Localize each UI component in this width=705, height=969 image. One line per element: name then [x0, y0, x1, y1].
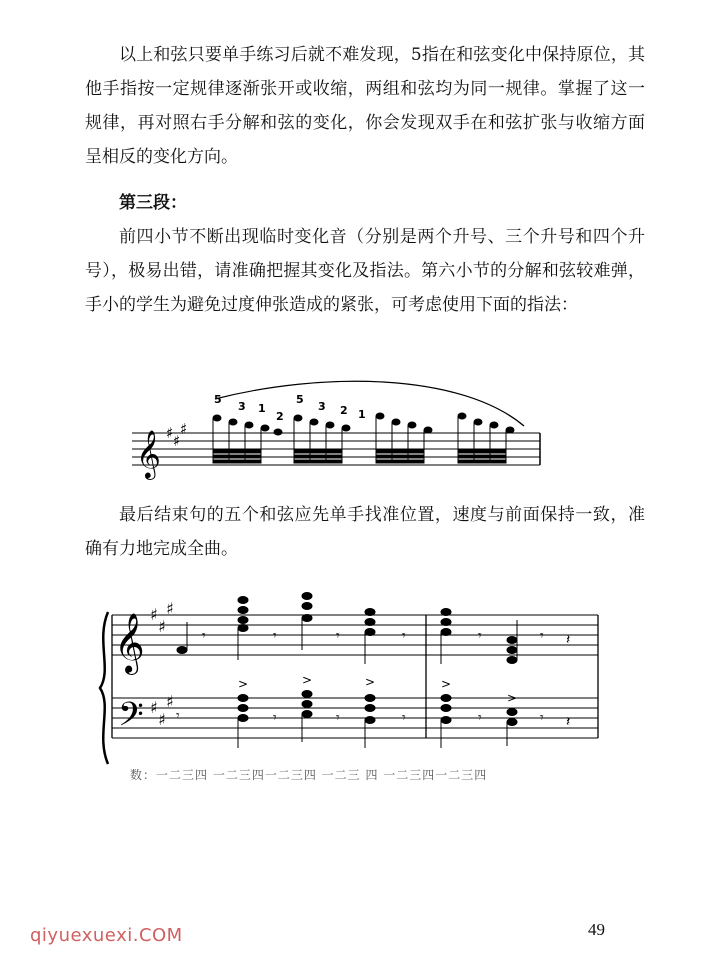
fingering-number: 5 — [296, 393, 304, 406]
svg-text:𝄽: 𝄽 — [566, 714, 571, 730]
bass-staff — [112, 698, 598, 738]
watermark-logo: qiyuexuexi.COM — [30, 925, 183, 946]
svg-text:>: > — [365, 675, 376, 689]
svg-text:𝄾: 𝄾 — [402, 710, 406, 726]
svg-text:>: > — [441, 677, 452, 691]
svg-text:♯: ♯ — [180, 420, 188, 438]
fingering-number: 5 — [214, 393, 222, 406]
svg-text:𝄾: 𝄾 — [540, 710, 544, 726]
key-signatures — [150, 599, 174, 729]
fingering-number: 3 — [318, 400, 326, 413]
svg-text:𝄾: 𝄾 — [402, 628, 406, 644]
svg-text:𝄾: 𝄾 — [478, 710, 482, 726]
svg-text:𝄽: 𝄽 — [566, 632, 571, 648]
svg-text:♯: ♯ — [173, 432, 181, 450]
svg-text:♯: ♯ — [150, 605, 158, 624]
count-line: 数：一二三四 一二三四一二三四 一二三 四 一二三四一二三四 — [130, 768, 488, 782]
bass-clef-icon: 𝄢 — [118, 696, 144, 742]
paragraph-intro: 以上和弦只要单手练习后就不难发现，5指在和弦变化中保持原位，其他手指按一定规律逐渐张开或收缩，两组和弦均为同一规律。掌握了这一规律，再对照右手分解和弦的变化，你会发现双手在和弦扩张与收缩方面呈相反的变化方向。 — [85, 45, 645, 167]
fingering-number: 1 — [358, 408, 366, 421]
svg-text:𝄾: 𝄾 — [336, 628, 340, 644]
svg-text:>: > — [238, 677, 249, 691]
treble-clef-icon: 𝄞 — [114, 613, 145, 673]
svg-text:𝄾: 𝄾 — [202, 628, 206, 644]
fingering-number: 1 — [258, 402, 266, 415]
treble-chords — [177, 593, 517, 665]
svg-text:>: > — [507, 691, 518, 705]
svg-text:>: > — [302, 673, 313, 687]
svg-text:𝄾: 𝄾 — [336, 710, 340, 726]
paragraph-ending: 最后结束句的五个和弦应先单手找准位置，速度与前面保持一致，准确有力地完成全曲。 — [85, 505, 645, 559]
fingering-number: 2 — [276, 410, 284, 423]
svg-text:♯: ♯ — [166, 692, 174, 711]
svg-text:♯: ♯ — [150, 698, 158, 717]
accents — [238, 673, 517, 705]
fingering-number: 2 — [340, 404, 348, 417]
bass-chords — [238, 691, 517, 749]
section-heading: 第三段： — [119, 193, 187, 213]
brace-icon — [100, 612, 108, 764]
svg-text:𝄾: 𝄾 — [273, 628, 277, 644]
treble-clef-icon: 𝄞 — [136, 429, 161, 478]
barlines — [112, 615, 598, 738]
svg-text:𝄾: 𝄾 — [478, 628, 482, 644]
svg-text:♯: ♯ — [166, 424, 174, 442]
svg-text:𝄾: 𝄾 — [540, 628, 544, 644]
svg-text:𝄾: 𝄾 — [176, 708, 180, 724]
paragraph-section-three: 前四小节不断出现临时变化音（分别是两个升号、三个升号和四个升号），极易出错，请准确把握其变化及指法。第六小节的分解和弦较难弹，手小的学生为避免过度伸张造成的紧张，可考虑使用下面的指法： — [85, 227, 645, 315]
svg-text:𝄾: 𝄾 — [273, 710, 277, 726]
fingering-number: 3 — [238, 400, 246, 413]
svg-text:♯: ♯ — [158, 617, 166, 636]
svg-text:♯: ♯ — [158, 710, 166, 729]
svg-text:♯: ♯ — [166, 599, 174, 618]
page-number: 49 — [588, 920, 605, 939]
